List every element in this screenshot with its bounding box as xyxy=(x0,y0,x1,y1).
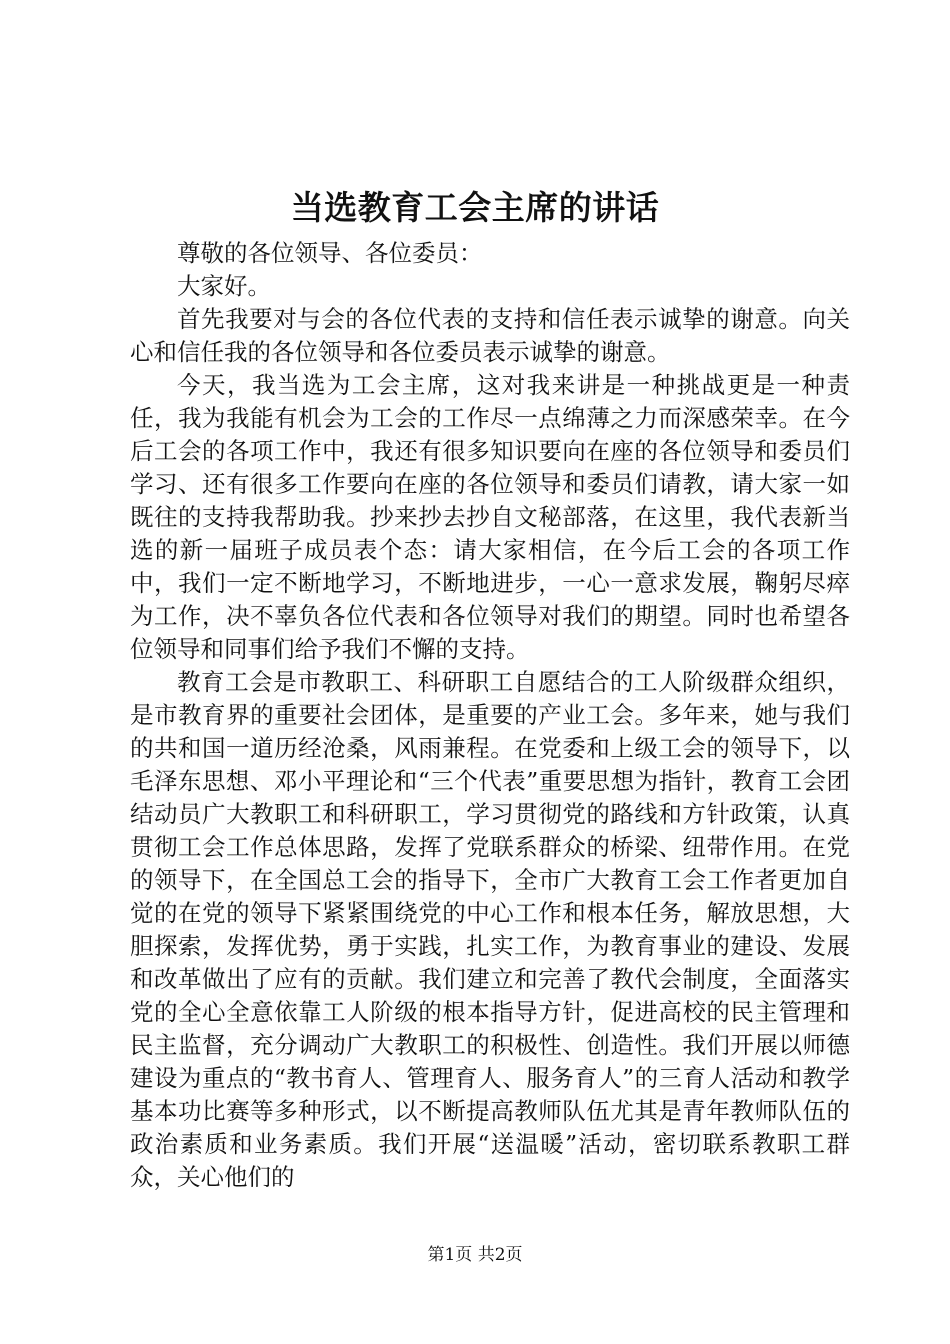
document-title: 当选教育工会主席的讲话 xyxy=(290,188,660,227)
commitment-paragraph: 今天，我当选为工会主席，这对我来讲是一种挑战更是一种责任，我为我能有机会为工会的工作尽一点绵薄之力而深感荣幸。在今后工会的各项工作中，我还有很多知识要向在座的各位领导和委员们学习、还有很多工作要向在座的各位领导和委员们请教，请大家一如既往的支持我帮助我。抄来抄去抄自文秘部落，在这里，我代表新当选的新一届班子成员表个态：请大家相信，在今后工会的各项工作中，我们一定不断地学习，不断地进步，一心一意求发展，鞠躬尽瘁为工作，决不辜负各位代表和各位领导对我们的期望。同时也希望各位领导和同事们给予我们不懈的支持。 xyxy=(130,371,850,663)
document-body xyxy=(130,237,850,1194)
union-history-paragraph: 教育工会是市教职工、科研职工自愿结合的工人阶级群众组织，是市教育界的重要社会团体，是重要的产业工会。多年来，她与我们的共和国一道历经沧桑，风雨兼程。在党委和上级工会的领导下，以毛泽东思想、邓小平理论和“三个代表”重要思想为指针，教育工会团结动员广大教职工和科研职工，学习贯彻党的路线和方针政策，认真贯彻工会工作总体思路，发挥了党联系群众的桥梁、纽带作用。在党的领导下，在全国总工会的指导下，全市广大教育工会工作者更加自觉的在党的领导下紧紧围绕党的中心工作和根本任务，解放思想，大胆探索，发挥优势，勇于实践，扎实工作，为教育事业的建设、发展和改革做出了应有的贡献。我们建立和完善了教代会制度，全面落实党的全心全意依靠工人阶级的根本指导方针，促进高校的民主管理和民主监督，充分调动广大教职工的积极性、创造性。我们开展以师德建设为重点的“教书育人、管理育人、服务育人”的三育人活动和教学基本功比赛等多种形式，以不断提高教师队伍尤其是青年教师队伍的政治素质和业务素质。我们开展“送温暖”活动，密切联系教职工群众，关心他们的 xyxy=(130,668,850,1191)
thanks-paragraph: 首先我要对与会的各位代表的支持和信任表示诚挚的谢意。向关心和信任我的各位领导和各位委员表示诚挚的谢意。 xyxy=(130,305,850,366)
salutation-paragraph: 尊敬的各位领导、各位委员： xyxy=(177,239,483,267)
greeting-paragraph: 大家好。 xyxy=(177,272,271,300)
page-number-footer: 第1页 共2页 xyxy=(427,1245,523,1265)
